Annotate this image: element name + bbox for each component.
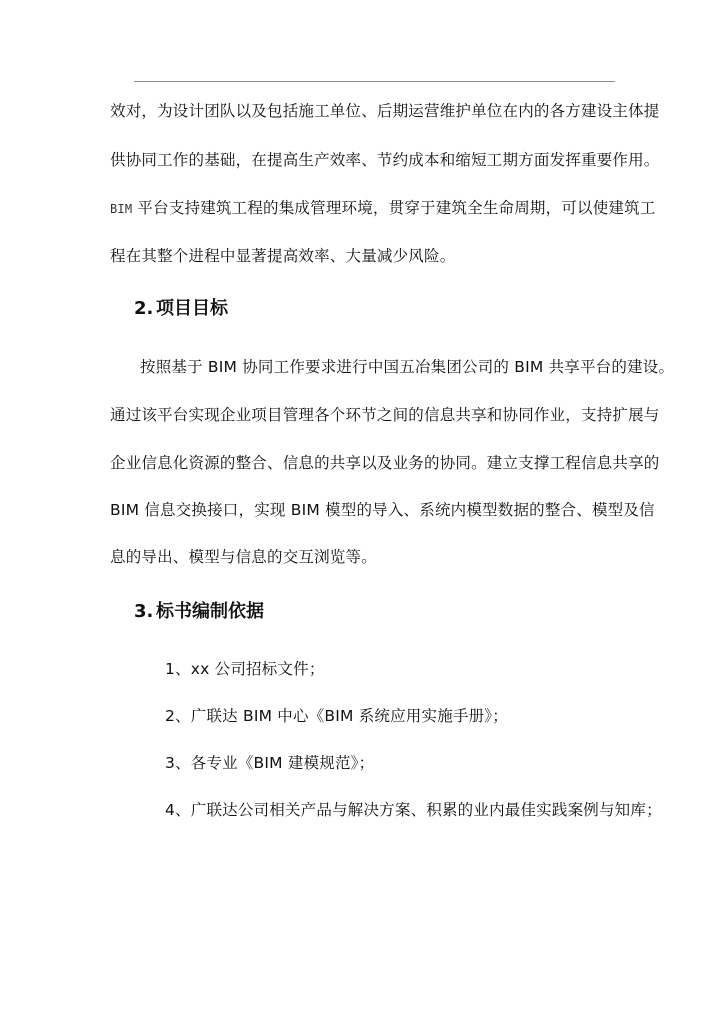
- section-2-title: 项目目标: [156, 298, 228, 319]
- section-2-line-2: 通过该平台实现企业项目管理各个环节之间的信息共享和协同作业，支持扩展与: [110, 406, 660, 424]
- list-item: 3、各专业《BIM 建模规范》；: [165, 754, 375, 772]
- section-3-heading: [134, 601, 264, 623]
- intro-line-4: 程在其整个进程中显著提高效率、大量减少风险。: [110, 247, 456, 265]
- header-rule: [134, 81, 615, 82]
- intro-line-3: [110, 198, 656, 219]
- section-2-line-3: 企业信息化资源的整合、信息的共享以及业务的协同。建立支撑工程信息共享的: [110, 454, 660, 472]
- bim-prefix: BIM: [110, 202, 133, 216]
- intro-line-1: 效对，为设计团队以及包括施工单位、后期运营维护单位在内的各方建设主体提: [110, 102, 660, 120]
- list-item: 2、广联达 BIM 中心《BIM 系统应用实施手册》；: [165, 707, 508, 725]
- section-2-line-1: 按照基于 BIM 协同工作要求进行中国五冶集团公司的 BIM 共享平台的建设。: [140, 358, 675, 376]
- intro-line-3-text: 平台支持建筑工程的集成管理环境，贯穿于建筑全生命周期，可以使建筑工: [137, 199, 656, 217]
- section-2-line-5: 息的导出、模型与信息的交互浏览等。: [110, 548, 377, 566]
- section-2-line-4: BIM 信息交换接口，实现 BIM 模型的导入、系统内模型数据的整合、模型及信: [110, 501, 655, 519]
- section-3-title: 标书编制依据: [156, 601, 264, 622]
- section-2-heading: [134, 298, 228, 320]
- section-3-number: 3.: [134, 601, 154, 622]
- intro-line-2: 供协同工作的基础，在提高生产效率、节约成本和缩短工期方面发挥重要作用。: [110, 151, 660, 169]
- section-2-number: 2.: [134, 298, 154, 319]
- list-item: 4、广联达公司相关产品与解决方案、积累的业内最佳实践案例与知库；: [165, 801, 662, 819]
- list-item: 1、xx 公司招标文件；: [165, 660, 325, 678]
